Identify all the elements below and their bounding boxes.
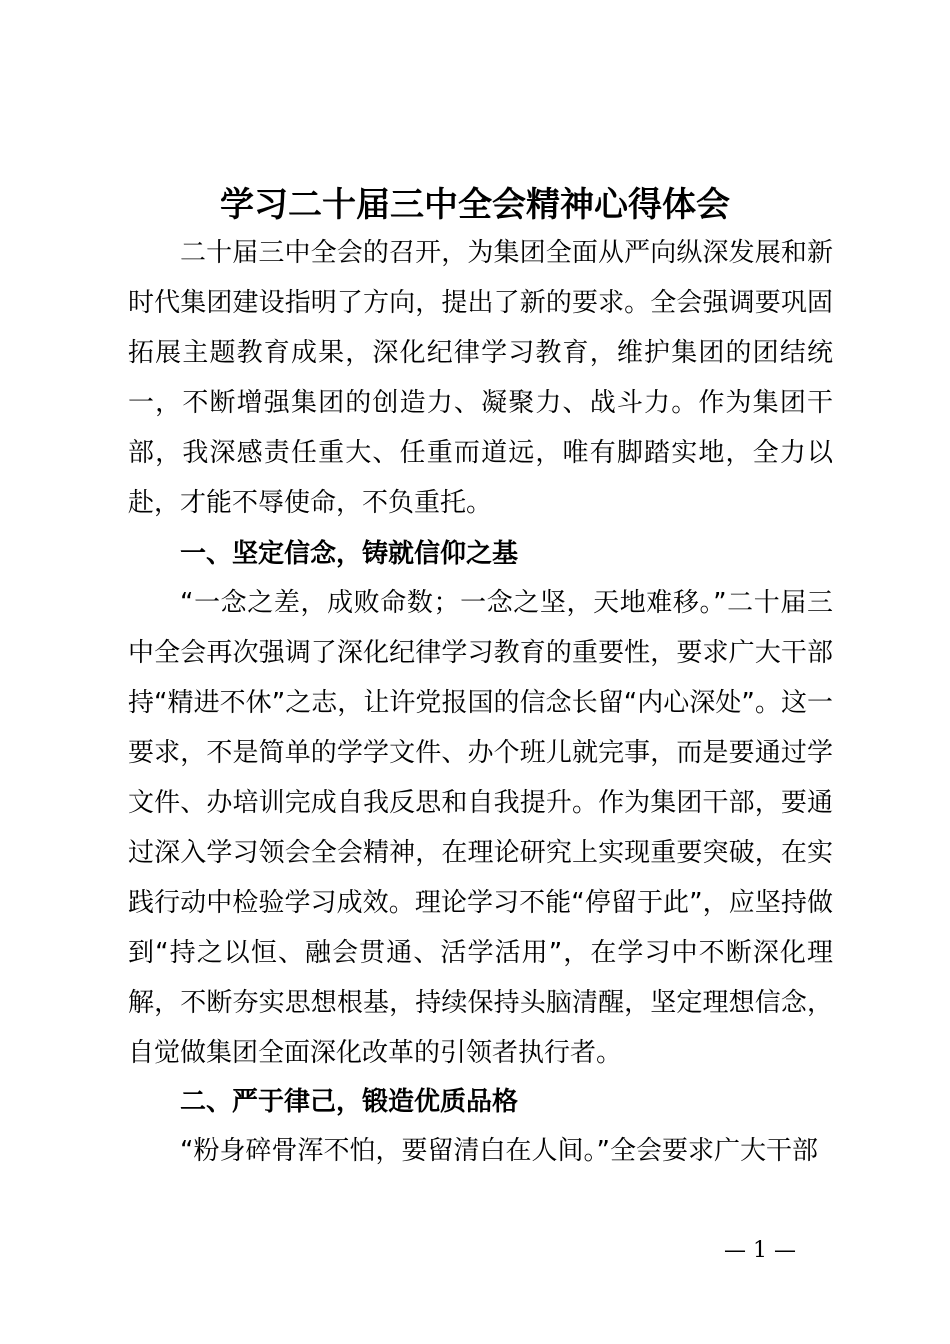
page-number: — 1 — xyxy=(724,1238,796,1263)
intro-paragraph: 二十届三中全会的召开，为集团全面从严向纵深发展和新时代集团建设指明了方向，提出了新的要求。全会强调要巩固拓展主题教育成果，深化纪律学习教育，维护集团的团结统一，不断增强集团的创造力、凝聚力、战斗力。作为集团干部，我深感责任重大、任重而道远，唯有脚踏实地，全力以赴，才能不辱使命，不负重托。 xyxy=(128,238,833,518)
section-heading-1: 一、坚定信念，铸就信仰之基 xyxy=(180,539,519,569)
document-title: 学习二十届三中全会精神心得体会 xyxy=(220,185,730,225)
section-2-paragraph: “粉身碎骨浑不怕，要留清白在人间。”全会要求广大干部 xyxy=(180,1136,818,1166)
section-1-paragraph: “一念之差，成败命数；一念之坚，天地难移。”二十届三中全会再次强调了深化纪律学习教育的重要性，要求广大干部持“精进不休”之志，让许党报国的信念长留“内心深处”。这一要求，不是简单的学学文件、办个班儿就完事，而是要通过学文件、办培训完成自我反思和自我提升。作为集团干部，要通过深入学习领会全会精神，在理论研究上实现重要突破，在实践行动中检验学习成效。理论学习不能“停留于此”，应坚持做到“持之以恒、融会贯通、活学活用”，在学习中不断深化理解，不断夯实思想根基，持续保持头脑清醒，坚定理想信念，自觉做集团全面深化改革的引领者执行者。 xyxy=(128,588,833,1068)
section-heading-2: 二、严于律己，锻造优质品格 xyxy=(180,1087,519,1117)
